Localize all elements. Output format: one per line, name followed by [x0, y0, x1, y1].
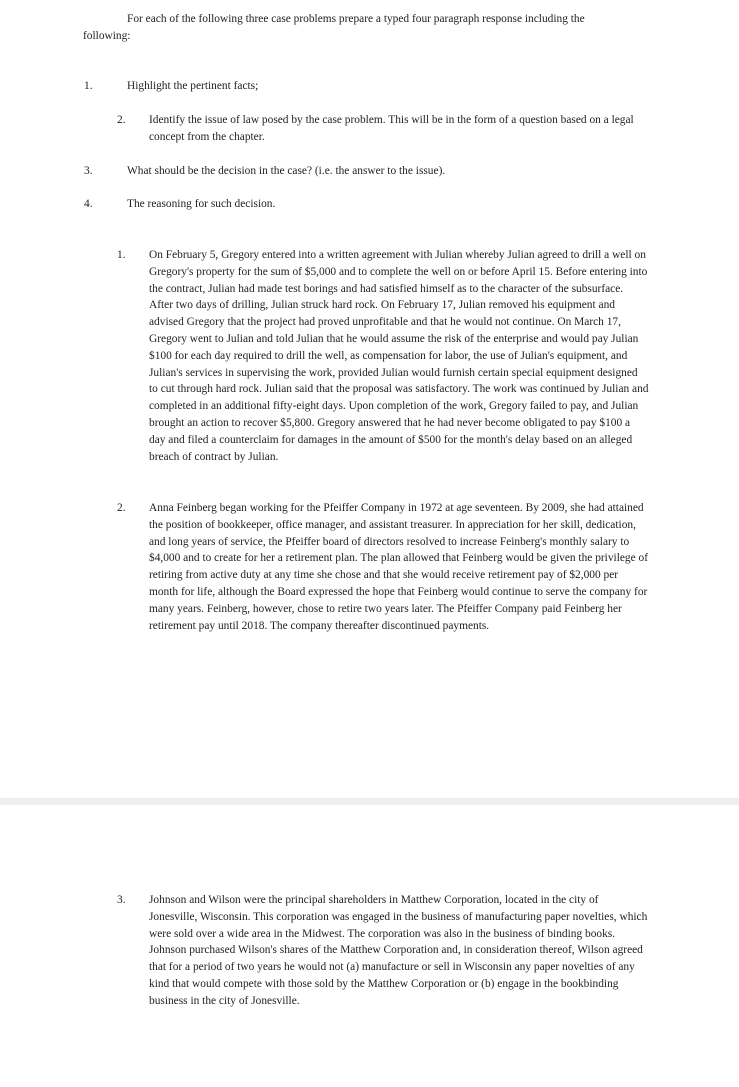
instruction-number: 3.: [84, 165, 93, 177]
case-number: 3.: [117, 894, 126, 906]
page-separator: [0, 798, 739, 805]
instruction-number: 1.: [84, 80, 93, 92]
instruction-item: The reasoning for such decision.: [127, 198, 276, 210]
instruction-number: 4.: [84, 198, 93, 210]
document-page-2: [0, 805, 739, 1087]
intro-line-2: following:: [83, 30, 131, 42]
instruction-number: 2.: [117, 114, 126, 126]
case-paragraph: On February 5, Gregory entered into a written agreement with Julian whereby Julian agreed to drill a well on Gregory's property for the sum of $5,000 and to complete the well on or before April 15. Before entering into the contract, Julian had made test borings and had satisfied himself as to the character of the subsurface. After two days of drilling, Julian struck hard rock. On February 17, Julian removed his equipment and advised Gregory that the project had proved unprofitable and that he would not continue. On March 17, Gregory went to Julian and told Julian that he would assume the risk of the enterprise and would pay Julian $100 for each day required to drill the well, as compensation for labor, the use of Julian's equipment, and Julian's services in supervising the work, provided Julian would furnish certain special equipment designed to cut through hard rock. Julian said that the proposal was satisfactory. The work was continued by Julian and completed in an additional fifty-eight days. Upon completion of the work, Gregory failed to pay, and Julian brought an action to recover $5,800. Gregory answered that he had never become obligated to pay $100 a day and filed a counterclaim for damages in the amount of $500 for the month's delay based on an alleged breach of contract by Julian.: [149, 249, 649, 463]
case-number: 1.: [117, 249, 126, 261]
intro-line-1: For each of the following three case problems prepare a typed four paragraph response including the: [127, 13, 585, 25]
instruction-item: Identify the issue of law posed by the case problem. This will be in the form of a question based on a legal concept from the chapter.: [149, 114, 634, 143]
instruction-item: Highlight the pertinent facts;: [127, 80, 259, 92]
instruction-item: What should be the decision in the case? (i.e. the answer to the issue).: [127, 165, 446, 177]
case-paragraph: Johnson and Wilson were the principal shareholders in Matthew Corporation, located in the city of Jonesville, Wisconsin. This corporation was engaged in the business of manufacturing paper novelties, which were sold over a wide area in the Midwest. The corporation was also in the business of binding books. Johnson purchased Wilson's shares of the Matthew Corporation and, in consideration thereof, Wilson agreed that for a period of two years he would not (a) manufacture or sell in Wisconsin any paper novelties of any kind that would compete with those sold by the Matthew Corporation or (b) engage in the bookbinding business in the city of Jonesville.: [149, 894, 648, 1007]
case-number: 2.: [117, 502, 126, 514]
case-paragraph: Anna Feinberg began working for the Pfeiffer Company in 1972 at age seventeen. By 2009, she had attained the position of bookkeeper, office manager, and assistant treasurer. In appreciation for her skill, dedication, and long years of service, the Pfeiffer board of directors resolved to increase Feinberg's monthly salary to $4,000 and to create for her a retirement plan. The plan allowed that Feinberg would be given the privilege of retiring from active duty at any time she chose and that she would receive retirement pay of $2,000 per month for life, although the Board expressed the hope that Feinberg would continue to serve the company for many years. Feinberg, however, chose to retire two years later. The Pfeiffer Company paid Feinberg her retirement pay until 2018. The company thereafter discontinued payments.: [149, 502, 649, 632]
